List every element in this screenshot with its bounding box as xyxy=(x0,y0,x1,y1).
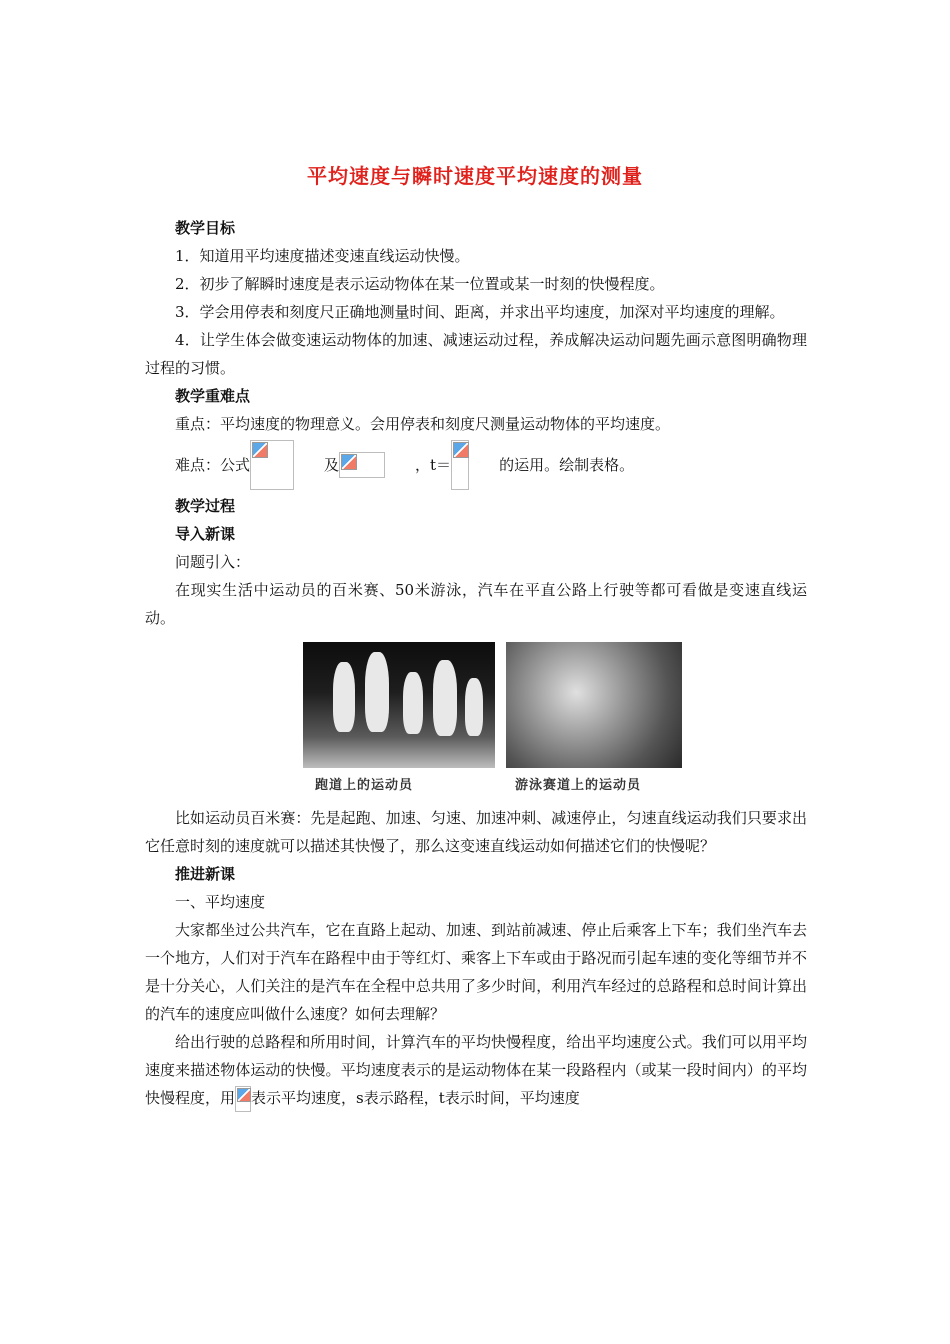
intro-label: 问题引入： xyxy=(175,553,251,571)
goals-heading: 教学目标 xyxy=(175,219,236,237)
paragraph: 大家都坐过公共汽车，它在直路上起动、加速、到站前减速、停止后乘客上下车；我们坐汽车去一个地方，人们对于汽车在路程中由于等红灯、乘客上下车或由于路况而引起车速的变化等细节并不是十分关心，人们关注的是汽车在全程中总共用了多少时间，利用汽车经过的总路程和总时间计算出的汽车的速度应叫做什么速度？如何去理解？ xyxy=(145,921,807,1023)
formula-image-icon xyxy=(339,452,385,478)
goal-item: 1．知道用平均速度描述变速直线运动快慢。 xyxy=(175,247,470,265)
goal-item: 2．初步了解瞬时速度是表示运动物体在某一位置或某一时刻的快慢程度。 xyxy=(175,275,665,293)
example-text: 比如运动员百米赛：先是起跑、加速、匀速、加速冲刺、减速停止，匀速直线运动我们只要求出它任意时刻的速度就可以描述其快慢了，那么这变速直线运动如何描述它们的快慢呢？ xyxy=(145,809,807,855)
difficulty-t: ，t＝ xyxy=(415,456,452,474)
page-title: 平均速度与瞬时速度平均速度的测量 xyxy=(307,164,643,188)
formula-image-icon xyxy=(235,1086,251,1112)
paragraph xyxy=(145,1028,807,1112)
document-body xyxy=(145,214,807,1112)
photo-caption: 游泳赛道上的运动员 xyxy=(515,778,642,793)
runners-photo xyxy=(303,642,495,768)
difficulty-prefix: 难点：公式 xyxy=(175,456,251,474)
goal-item: 3．学会用停表和刻度尺正确地测量时间、距离，并求出平均速度，加深对平均速度的理解。 xyxy=(175,303,785,321)
process-heading: 教学过程 xyxy=(175,497,236,515)
key-heading: 教学重难点 xyxy=(175,387,251,405)
paragraph-part: 给出行驶的总路程和所用时间，计算汽车的平均快慢程度，给出平均速度公式。我们可以用平均速度来描述物体运动的快慢。平均速度表示的是运动物体在某一段路程内（或某一段时间内）的平均快慢程度，用 xyxy=(145,1033,807,1107)
photo-row xyxy=(145,642,807,796)
photo-caption: 跑道上的运动员 xyxy=(315,778,414,793)
sub-heading: 一、平均速度 xyxy=(175,893,266,911)
paragraph-part: 表示平均速度，s表示路程，t表示时间，平均速度 xyxy=(251,1089,580,1107)
new-heading: 推进新课 xyxy=(175,865,236,883)
swimmer-photo xyxy=(506,642,682,768)
difficulty-suffix: 的运用。绘制表格。 xyxy=(499,456,635,474)
formula-image-icon xyxy=(250,440,294,490)
intro-text: 在现实生活中运动员的百米赛、50米游泳，汽车在平直公路上行驶等都可看做是变速直线运动。 xyxy=(145,581,807,627)
difficulty-and: 及 xyxy=(324,456,340,474)
intro-heading: 导入新课 xyxy=(175,525,236,543)
key-point: 重点：平均速度的物理意义。会用停表和刻度尺测量运动物体的平均速度。 xyxy=(175,415,671,433)
difficulty-line xyxy=(145,438,807,492)
formula-image-icon xyxy=(451,440,469,490)
goal-item: 4．让学生体会做变速运动物体的加速、减速运动过程，养成解决运动问题先画示意图明确物理过程的习惯。 xyxy=(145,331,807,377)
